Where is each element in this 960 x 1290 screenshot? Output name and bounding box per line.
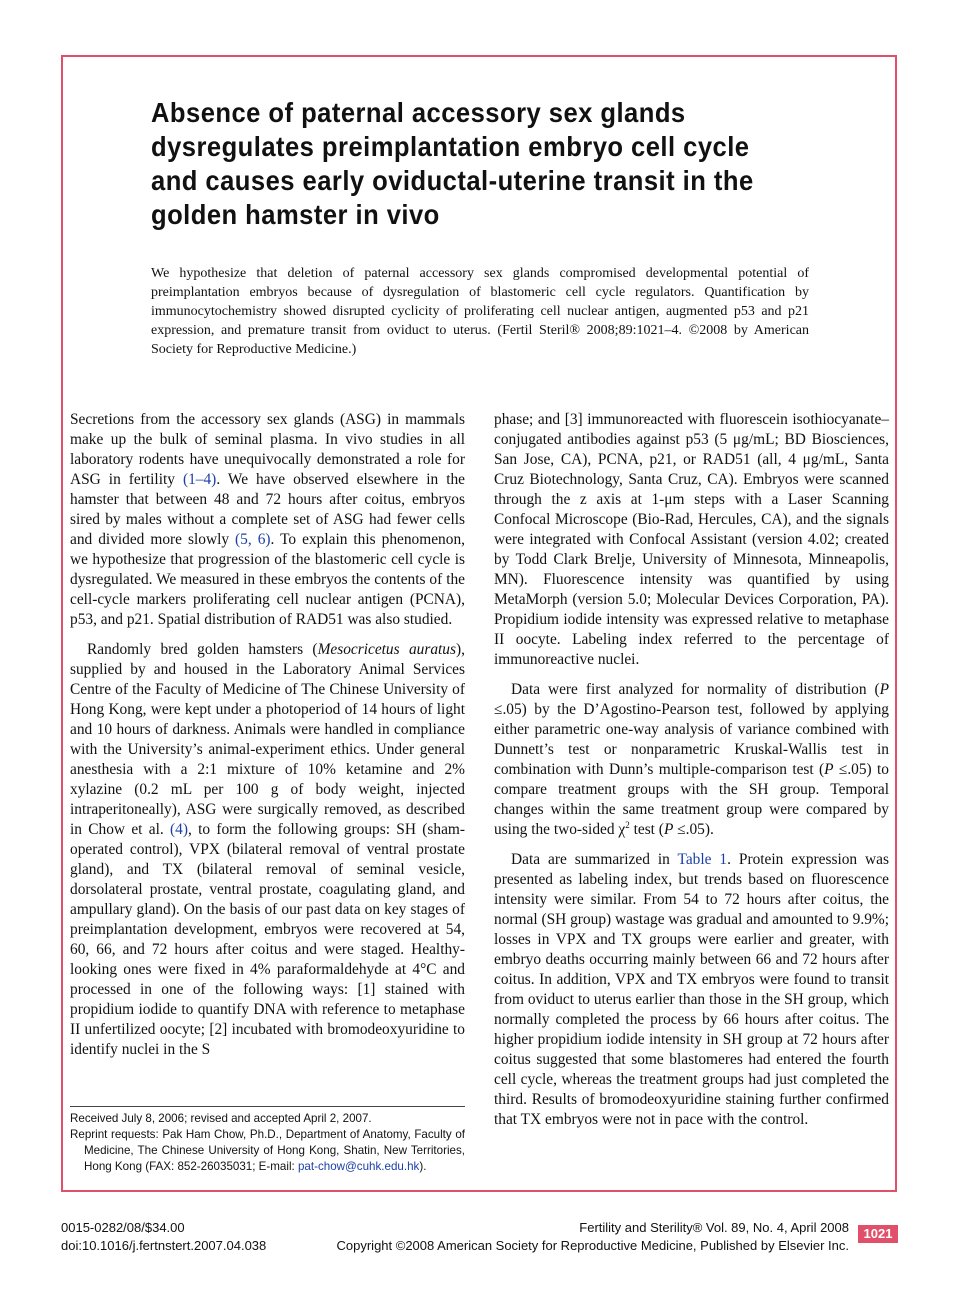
article-title: Absence of paternal accessory sex glands dysregulates preimplantation embryo cell cycle and causes early oviductal-uterine transit in the golden hamster in vivo [151,97,754,230]
text-run: Secretions from the accessory sex glands (ASG) in mammals make up the bulk of seminal plasma. In vivo studies in all laboratory rodents have unequivocally demonstrated a role for ASG in fertility [70,411,465,488]
table-link[interactable]: Table 1 [677,851,728,868]
doi: doi:10.1016/j.fertnstert.2007.04.038 [61,1238,267,1253]
paragraph [494,850,889,1130]
left-column [70,410,465,1070]
paragraph [70,410,465,630]
reference-link[interactable]: (1–4) [182,471,217,488]
text-run: Randomly bred golden hamsters ( [87,641,318,658]
journal-info: Fertility and Sterility® Vol. 89, No. 4, April 2008 [579,1220,849,1235]
text-run: Data are summarized in [511,851,678,868]
text-run: . We have observed elsewhere in the hamster that between 48 and 72 hours after coitus, embryos sired by males without a complete set of ASG had fewer cells and divided more slowly [70,471,465,548]
p-symbol: P [824,761,834,778]
paragraph [494,680,889,840]
text-run: test ( [629,821,664,838]
species-name: Mesocricetus auratus [317,641,456,658]
text-run: ≤.05) by the D’Agostino-Pearson test, followed by applying either parametric one-way analysis of variance combined with Dunnett’s test or nonparametric Kruskal-Wallis test in combination with Dunn’s multiple-comparison test ( [494,701,889,778]
text-run: , to form the following groups: SH (sham-operated control), VPX (bilateral removal of ventral prostate gland), and TX (bilateral removal of seminal vesicle, dorsolateral prostate, ventral prostate, coagulating gland, and ampullary gland). On the basis of our past data on key stages of preimplantation development, embryos were recovered at 54, 60, 66, and 72 hours after coitus and were staged. Healthy-looking ones were fixed in 4% paraformaldehyde at 4°C and processed in one of the following ways: [1] stained with propidium iodide to quantify DNA with reference to metaphase II unfertilized oocyte; [2] incubated with bromodeoxyuridine to identify nuclei in the S [70,821,465,1058]
issn: 0015-0282/08/$34.00 [61,1220,185,1235]
text-run: . Protein expression was presented as labeling index, but trends based on fluorescence intensity were similar. From 54 to 72 hours after coitus, the normal (SH group) wastage was gradual and amounted to 9.9%; losses in VPX and TX groups were earlier and greater, with embryo deaths occurring mainly between 66 and 72 hours after coitus. In addition, VPX and TX embryos were found to transit from oviduct to uterus earlier than those in the SH group, which normally completed the process by 66 hours after coitus. The higher propidium iodide intensity in SH group at 72 hours after coitus suggested that some blastomeres had entered the fourth cell cycle, whereas the treatment groups had just completed the third. Results of bromodeoxyuridine staining further confirmed that TX embryos were not in pace with the control. [494,851,889,1128]
text-run: . To explain this phenomenon, we hypothesize that progression of the blastomeric cell cycle is dysregulated. We measured in these embryos the contents of the cell-cycle markers proliferating cell nuclear antigen (PCNA), p53, and p21. Spatial distribution of RAD51 was also studied. [70,531,465,628]
text-run: ≤.05) to compare treatment groups with the SH group. Temporal changes within the same treatment group were compared by using the two-sided χ [494,761,889,838]
copyright: Copyright ©2008 American Society for Reproductive Medicine, Published by Elsevier Inc. [336,1238,849,1253]
text-run: ), supplied by and housed in the Laboratory Animal Services Centre of the Faculty of Medicine of The Chinese University of Hong Kong, were kept under a photoperiod of 14 hours of light and 10 hours of darkness. Animals were handled in compliance with the University’s animal-experiment ethics. Under general anesthesia with a 2:1 mixture of 10% ketamine and 2% xylazine (0.2 mL per 100 g of body weight, injected intraperitoneally), ASG were surgically removed, as described in Chow et al. [70,641,465,838]
right-column [494,410,889,1140]
footer-left [61,1219,266,1255]
reprint-note [70,1127,465,1175]
text-run: Reprint requests: Pak Ham Chow, Ph.D., Department of Anatomy, Faculty of Medicine, The Chinese University of Hong Kong, Shatin, New Territories, Hong Kong (FAX: 852-26035031; E-mail: [70,1128,465,1173]
text-run: Data were first analyzed for normality of distribution ( [511,681,880,698]
text-run: ). [419,1160,427,1173]
reference-link[interactable]: (5, 6) [235,531,271,548]
page-number: 1021 [858,1225,898,1243]
received-note: Received July 8, 2006; revised and accepted April 2, 2007. [70,1112,372,1125]
p-symbol: P [663,821,674,838]
reference-link[interactable]: (4) [170,821,188,838]
text-run: ≤.05). [673,821,714,838]
footnote-rule [70,1106,465,1107]
footer-right [337,1219,850,1255]
superscript: 2 [625,819,630,830]
paragraph [70,640,465,1060]
abstract: We hypothesize that deletion of paternal accessory sex glands compromised developmental potential of preimplantation embryos because of dysregulation of blastomeric cell cycle regulators. Quantification by immunocytochemistry showed disrupted cyclicity of proliferating cell nuclear antigen, augmented p53 and p21 expression, and premature transit from oviduct to uterus. (Fertil Steril® 2008;89:1021–4. ©2008 by American Society for Reproductive Medicine.) [151,266,809,357]
p-symbol: P [879,681,889,698]
footnote [70,1106,465,1175]
paragraph: phase; and [3] immunoreacted with fluorescein isothiocyanate–conjugated antibodies against p53 (5 μg/mL; BD Biosciences, San Jose, CA), PCNA, p21, or RAD51 (all, 4 μg/mL, Santa Cruz Biotechnology, Santa Cruz, CA). Embryos were scanned through the z axis at 1-μm steps with a Laser Scanning Confocal Microscope (Bio-Rad, Hercules, CA), and the signals were integrated with Confocal Assistant (version 4.02; created by Todd Clark Brelje, University of Minnesota, Minneapolis, MN). Fluorescence intensity was quantified by using MetaMorph (version 5.0; Molecular Devices Corporation, PA). Propidium iodide intensity was expressed relative to metaphase II oocyte. Labeling index referred to the percentage of immunoreactive nuclei. [494,411,889,668]
email-link[interactable]: pat-chow@cuhk.edu.hk [297,1160,420,1173]
